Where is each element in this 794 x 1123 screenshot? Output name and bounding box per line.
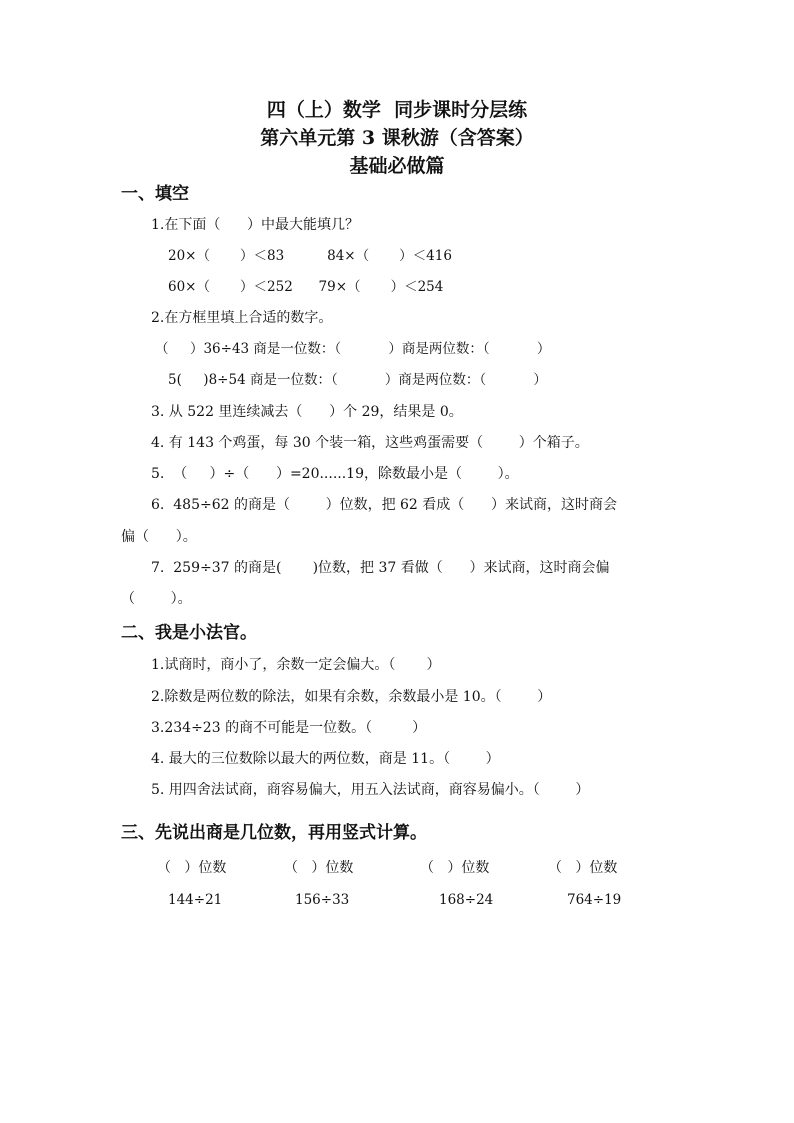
question-6-line-2: 偏（ ）。 — [121, 529, 197, 545]
division-problem-2: 156÷33 — [295, 892, 350, 908]
division-problem-4: 764÷19 — [567, 892, 622, 908]
question-1-row-1: 20×（ ）＜83 84×（ ）＜416 — [168, 248, 452, 264]
question-2-row-1: （ ）36÷43 商是一位数：（ ）商是两位数：（ ） — [155, 341, 551, 357]
page-title: 四（上）数学 同步课时分层练 — [266, 99, 528, 121]
judge-item-2: 2.除数是两位数的除法，如果有余数，余数最小是 10。（ ） — [151, 689, 552, 705]
digit-label-3: （ ）位数 — [420, 860, 490, 876]
digit-label-1: （ ）位数 — [157, 860, 227, 876]
section-1-heading: 一、填空 — [121, 184, 189, 204]
digit-label-2: （ ）位数 — [284, 860, 354, 876]
judge-item-5: 5. 用四舍法试商，商容易偏大，用五入法试商，商容易偏小。（ ） — [151, 782, 590, 798]
section-level-title: 基础必做篇 — [349, 155, 445, 177]
judge-item-3: 3.234÷23 的商不可能是一位数。（ ） — [151, 720, 427, 736]
section-3-heading: 三、先说出商是几位数，再用竖式计算。 — [121, 823, 427, 843]
judge-item-1: 1.试商时，商小了，余数一定会偏大。（ ） — [151, 657, 441, 673]
question-2-row-2: 5( )8÷54 商是一位数：（ ）商是两位数：（ ） — [168, 372, 547, 388]
question-1: 1.在下面（ ）中最大能填几？ — [151, 217, 360, 233]
question-3: 3. 从 522 里连续减去（ ）个 29，结果是 0。 — [151, 404, 463, 420]
question-5: 5. （ ）÷（ ）=20......19，除数最小是（ ）。 — [151, 466, 519, 482]
question-1-row-2: 60×（ ）＜252 79×（ ）＜254 — [168, 279, 444, 295]
question-4: 4. 有 143 个鸡蛋，每 30 个装一箱，这些鸡蛋需要（ ）个箱子。 — [151, 435, 589, 451]
question-7-line-1: 7. 259÷37 的商是( )位数，把 37 看做（ ）来试商，这时商会偏 — [151, 560, 610, 576]
judge-item-4: 4. 最大的三位数除以最大的两位数，商是 11。（ ） — [151, 751, 500, 767]
question-6-line-1: 6. 485÷62 的商是（ ）位数，把 62 看成（ ）来试商，这时商会 — [151, 497, 617, 513]
digit-label-4: （ ）位数 — [548, 860, 618, 876]
division-problem-3: 168÷24 — [439, 892, 494, 908]
division-problem-1: 144÷21 — [168, 892, 223, 908]
question-2: 2.在方框里填上合适的数字。 — [151, 310, 333, 326]
section-2-heading: 二、我是小法官。 — [121, 623, 257, 643]
page-subtitle: 第六单元第 3 课秋游（含答案） — [260, 127, 534, 149]
question-7-line-2: （ ）。 — [121, 591, 192, 607]
